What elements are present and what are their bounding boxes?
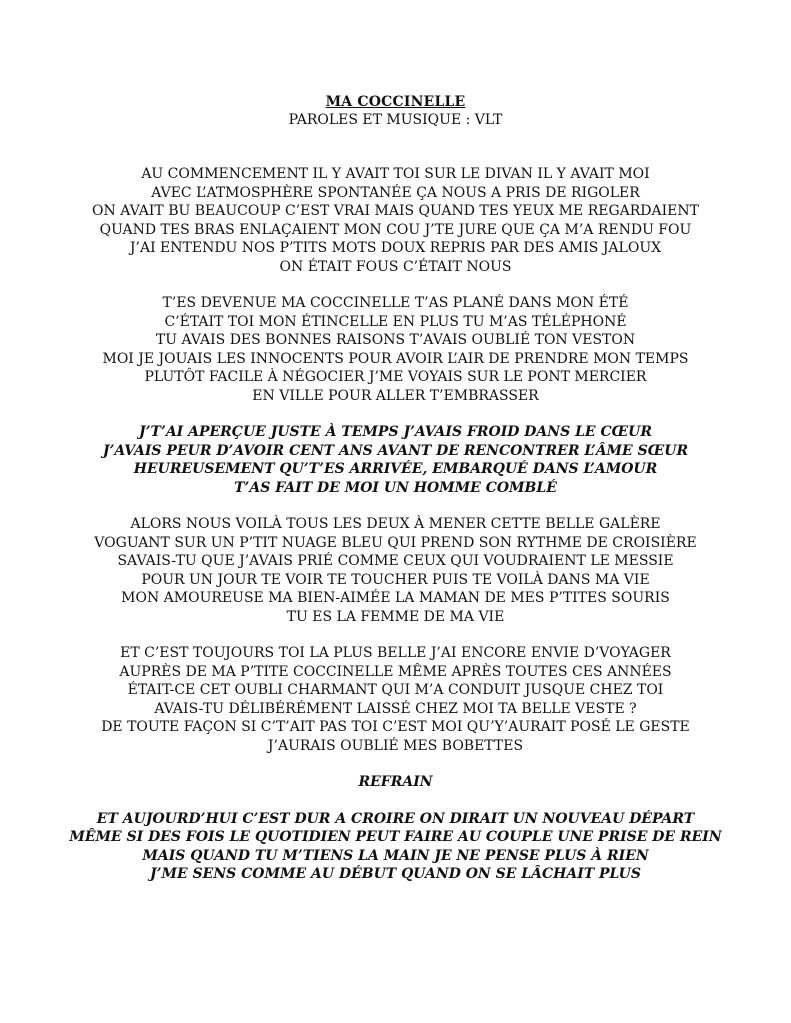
- lyric-line: HEUREUSEMENT QU’T’ES ARRIVÉE, EMBARQUÉ DANS L’AMOUR: [133, 461, 658, 477]
- verse-stanza: [0, 165, 791, 276]
- lyric-line: PLUTÔT FACILE À NÉGOCIER J’ME VOYAIS SUR LE PONT MERCIER: [144, 369, 647, 385]
- lyric-line: QUAND TES BRAS ENLAÇAIENT MON COU J’TE JURE QUE ÇA M’A RENDU FOU: [99, 221, 692, 238]
- lyric-line: MOI JE JOUAIS LES INNOCENTS POUR AVOIR L’AIR DE PRENDRE MON TEMPS: [102, 350, 689, 367]
- lyric-line: AVEC L’ATMOSPHÈRE SPONTANÉE ÇA NOUS A PRIS DE RIGOLER: [151, 184, 640, 201]
- lyric-line: DE TOUTE FAÇON SI C’T’AIT PAS TOI C’EST MOI QU’Y’AURAIT POSÉ LE GESTE: [101, 719, 690, 735]
- chorus-stanza: [0, 423, 791, 497]
- lyric-line: AU COMMENCEMENT IL Y AVAIT TOI SUR LE DIVAN IL Y AVAIT MOI: [141, 166, 650, 182]
- song-credits: PAROLES ET MUSIQUE : VLT: [288, 112, 503, 128]
- verse-stanza: [0, 294, 791, 405]
- lyric-line: TU AVAIS DES BONNES RAISONS T’AVAIS OUBLIÉ TON VESTON: [155, 332, 636, 348]
- lyric-line: MON AMOUREUSE MA BIEN-AIMÉE LA MAMAN DE MES P’TITES SOURIS: [121, 590, 670, 606]
- lyric-line: TU ES LA FEMME DE MA VIE: [286, 608, 505, 625]
- lyric-line: J’AVAIS PEUR D’AVOIR CENT ANS AVANT DE RENCONTRER L’ÂME SŒUR: [102, 442, 689, 459]
- lyric-line: C’ÉTAIT TOI MON ÉTINCELLE EN PLUS TU M’AS TÉLÉPHONÉ: [164, 313, 627, 330]
- lyric-line: MÊME SI DES FOIS LE QUOTIDIEN PEUT FAIRE AU COUPLE UNE PRISE DE REIN: [69, 829, 722, 845]
- lyric-line: T’AS FAIT DE MOI UN HOMME COMBLÉ: [234, 479, 557, 496]
- stanza-list: [0, 165, 791, 755]
- verse-stanza: [0, 515, 791, 626]
- lyric-line: ET C’EST TOUJOURS TOI LA PLUS BELLE J’AI ENCORE ENVIE D’VOYAGER: [120, 645, 671, 661]
- lyric-line: VOGUANT SUR UN P’TIT NUAGE BLEU QUI PREND SON RYTHME DE CROISIÈRE: [94, 534, 697, 551]
- final-stanza: [0, 810, 791, 884]
- lyric-line: ET AUJOURD’HUI C’EST DUR A CROIRE ON DIRAIT UN NOUVEAU DÉPART: [96, 810, 695, 827]
- lyric-line: J’T’AI APERÇUE JUSTE À TEMPS J’AVAIS FROID DANS LE CŒUR: [139, 424, 652, 440]
- lyric-line: ON ÉTAIT FOUS C’ÉTAIT NOUS: [279, 258, 512, 275]
- lyric-line: T’ES DEVENUE MA COCCINELLE T’AS PLANÉ DANS MON ÉTÉ: [162, 295, 629, 311]
- lyric-line: EN VILLE POUR ALLER T’EMBRASSER: [252, 387, 539, 404]
- lyric-line: POUR UN JOUR TE VOIR TE TOUCHER PUIS TE VOILÀ DANS MA VIE: [141, 571, 650, 588]
- lyric-line: SAVAIS-TU QUE J’AVAIS PRIÉ COMME CEUX QUI VOUDRAIENT LE MESSIE: [117, 553, 674, 569]
- lyric-line: ON AVAIT BU BEAUCOUP C’EST VRAI MAIS QUAND TES YEUX ME REGARDAIENT: [92, 203, 699, 219]
- lyric-line: J’AURAIS OUBLIÉ MES BOBETTES: [267, 737, 524, 754]
- lyric-line: ALORS NOUS VOILÀ TOUS LES DEUX À MENER CETTE BELLE GALÈRE: [130, 516, 661, 532]
- lyric-line: J’AI ENTENDU NOS P’TITS MOTS DOUX REPRIS PAR DES AMIS JALOUX: [129, 240, 662, 256]
- lyric-line: AVAIS-TU DÉLIBÉRÉMENT LAISSÉ CHEZ MOI TA BELLE VESTE ?: [154, 700, 637, 717]
- lyric-line: AUPRÈS DE MA P’TITE COCCINELLE MÊME APRÈS TOUTES CES ANNÉES: [119, 663, 672, 680]
- refrain-label: REFRAIN: [358, 774, 433, 790]
- verse-stanza: [0, 644, 791, 755]
- lyric-line: J’ME SENS COMME AU DÉBUT QUAND ON SE LÂCHAIT PLUS: [150, 866, 641, 882]
- song-title: MA COCCINELLE: [325, 94, 466, 110]
- lyrics-page: [0, 94, 791, 902]
- lyric-line: MAIS QUAND TU M’TIENS LA MAIN JE NE PENSE PLUS À RIEN: [142, 847, 649, 864]
- lyric-line: ÉTAIT-CE CET OUBLI CHARMANT QUI M’A CONDUIT JUSQUE CHEZ TOI: [127, 682, 664, 698]
